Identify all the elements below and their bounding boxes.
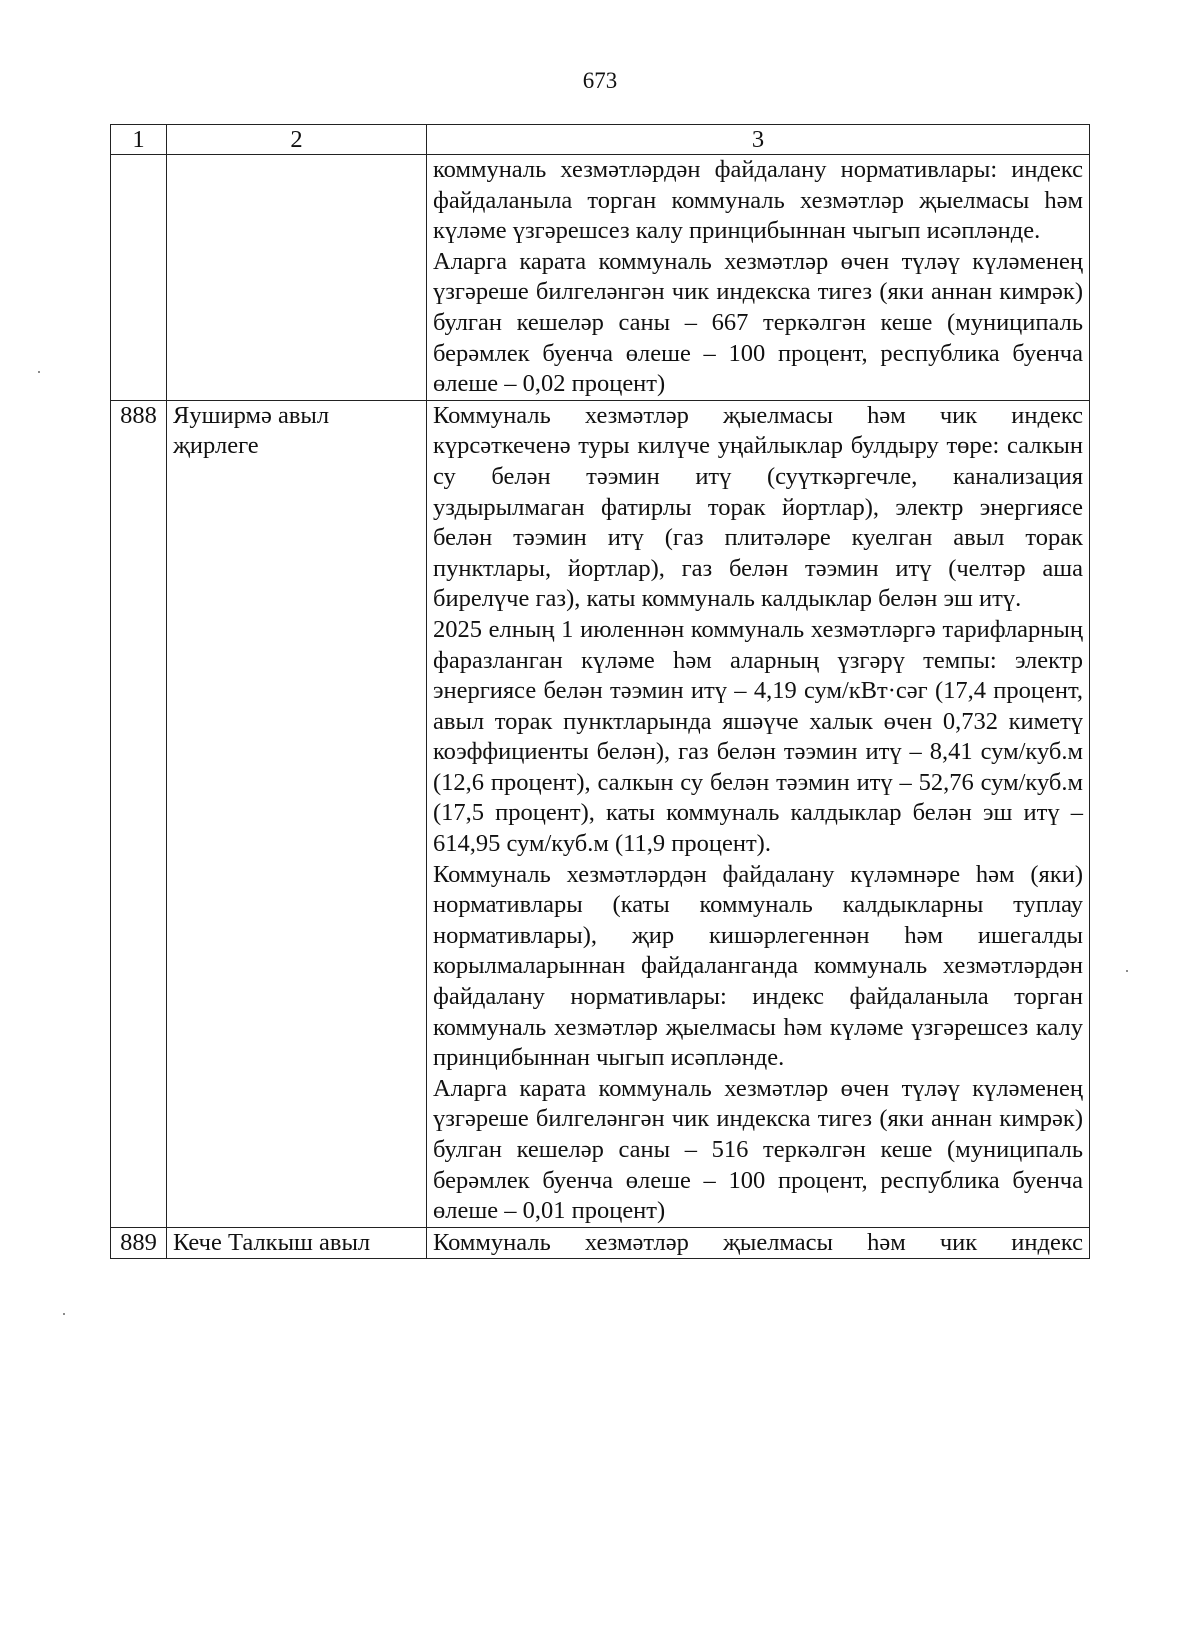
description-paragraph: Аларга карата коммуналь хезмәтләр өчен түләү күләменең үзгәреше билгеләнгән чик индекска тигез (яки аннан кимрәк) булган кешеләр саны – 516 теркәлгән кеше (муниципаль берәмлек буенча өлеше – 100 процент, республика буенча өлеше – 0,01 процент) bbox=[433, 1074, 1083, 1225]
page-number: 673 bbox=[582, 68, 618, 93]
description-paragraph: Коммуналь хезмәтләрдән файдалану күләмнәре һәм (яки) нормативлары (каты коммуналь калдыкларны туплау нормативлары), җир кишәрлегеннән һәм ишегалды корылмаларыннан файдаланганда коммуналь хезмәтләрдән файдалану нормативлары: индекс файдаланыла торган коммуналь хезмәтләр җыелмасы һәм күләме үзгәрешсез калу принцибыннан чыгып исәпләнде. bbox=[433, 860, 1083, 1072]
scan-speck bbox=[63, 1313, 65, 1315]
description-paragraph: Аларга карата коммуналь хезмәтләр өчен түләү күләменең үзгәреше билгеләнгән чик индекска тигез (яки аннан кимрәк) булган кешеләр саны – 667 теркәлгән кеше (муниципаль берәмлек буенча өлеше – 100 процент, республика буенча өлеше – 0,02 процент) bbox=[433, 247, 1083, 398]
row-description bbox=[427, 1227, 1090, 1259]
settlement-name bbox=[167, 155, 427, 401]
table-row-888 bbox=[111, 400, 1090, 1227]
row-number: 889 bbox=[111, 1227, 167, 1259]
table-row-889 bbox=[111, 1227, 1090, 1259]
settlement-name: Кече Талкыш авыл bbox=[167, 1227, 427, 1259]
description-paragraph: Коммуналь хезмәтләр җыелмасы һәм чик индекс bbox=[433, 1228, 1083, 1256]
municipal-table bbox=[110, 124, 1090, 1259]
row-description bbox=[427, 400, 1090, 1227]
row-description bbox=[427, 155, 1090, 401]
column-header-3: 3 bbox=[427, 125, 1090, 155]
description-paragraph: Коммуналь хезмәтләр җыелмасы һәм чик индекс күрсәткеченә туры килүче уңайлыклар булдыру төре: салкын су белән тәэмин итү (суүткәргечле, канализация уздырылмаган фатирлы торак йортлар), электр энергиясе белән тәэмин итү (газ плитәләре куелган авыл торак пунктлары, йортлар), газ белән тәэмин итү (челтәр аша бирелүче газ), каты коммуналь калдыклар белән эш итү. bbox=[433, 401, 1083, 613]
scan-speck bbox=[38, 371, 40, 373]
column-header-1: 1 bbox=[111, 125, 167, 155]
description-paragraph: коммуналь хезмәтләрдән файдалану нормативлары: индекс файдаланыла торган коммуналь хезмәтләр җыелмасы һәм күләме үзгәрешсез калу принцибыннан чыгып исәпләнде. bbox=[433, 156, 1083, 245]
table-header-row bbox=[111, 125, 1090, 155]
column-header-2: 2 bbox=[167, 125, 427, 155]
settlement-name: Яуширмә авыл җирлеге bbox=[167, 400, 427, 1227]
scan-speck bbox=[1126, 970, 1128, 972]
description-paragraph: 2025 елның 1 июленнән коммуналь хезмәтләргә тарифларның фаразланган күләме һәм аларның үзгәрү темпы: электр энергиясе белән тәэмин итү – 4,19 сум/кВт·сәг (17,4 процент, авыл торак пунктларында яшәүче халык өчен 0,732 киметү коэффициенты белән), газ белән тәэмин итү – 8,41 сум/куб.м (12,6 процент), салкын су белән тәэмин итү – 52,76 сум/куб.м (17,5 процент), каты коммуналь калдыклар белән эш итү – 614,95 сум/куб.м (11,9 процент). bbox=[433, 615, 1083, 858]
row-number bbox=[111, 155, 167, 401]
row-number: 888 bbox=[111, 400, 167, 1227]
table-row-continued bbox=[111, 155, 1090, 401]
